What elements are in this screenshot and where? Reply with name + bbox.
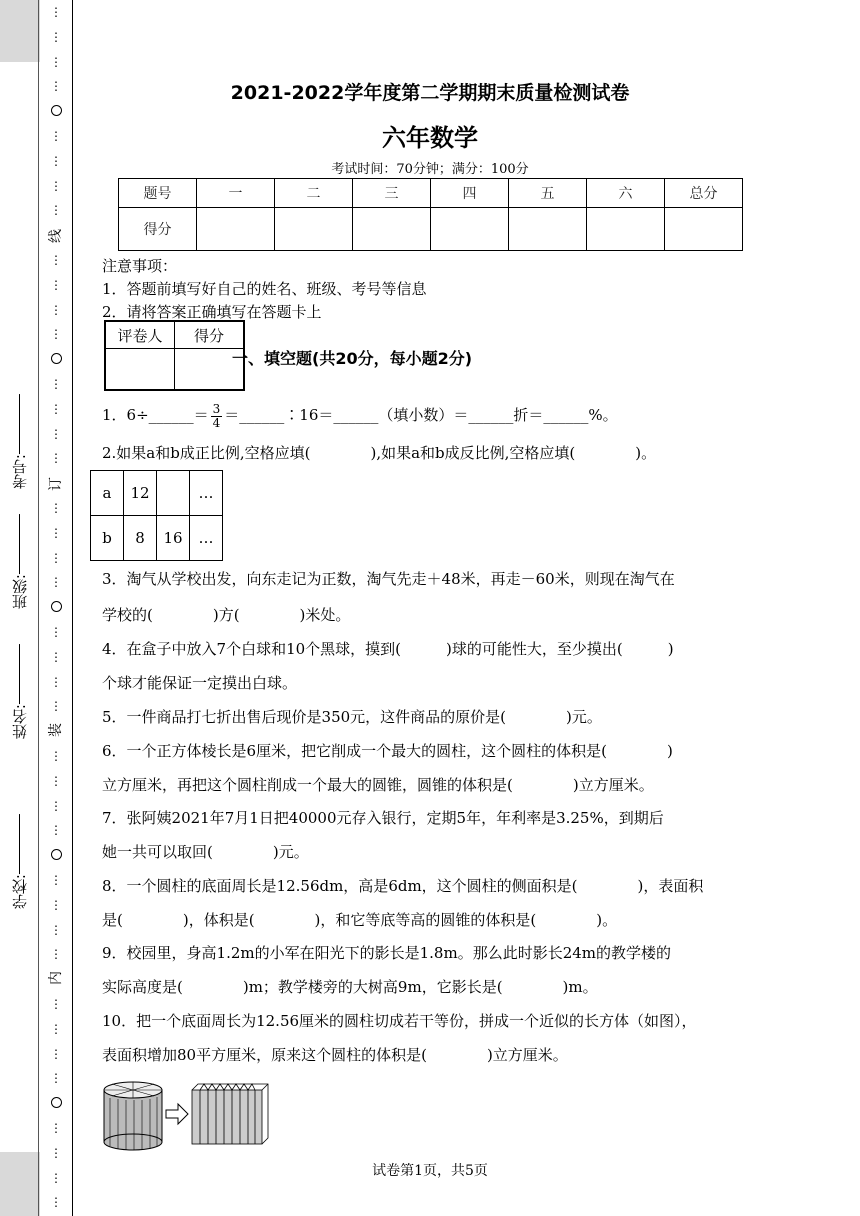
seal-line-column: [46, 0, 68, 1216]
score-cell: [275, 208, 353, 251]
seal-dot: ⋮: [50, 501, 62, 515]
name-label: 姓名:: [10, 640, 30, 739]
exam-title: 2021-2022学年度第二学期期末质量检测试卷: [230, 82, 630, 104]
fraction-numerator: 3: [212, 401, 221, 416]
question-8-line1: 8．一个圆柱的底面周长是12.56dm，高是6dm，这个圆柱的侧面积是( )，表面积: [102, 877, 704, 895]
question-4-line2: 个球才能保证一定摸出白球。: [102, 674, 298, 692]
score-cell: 四: [431, 179, 509, 208]
question-7-line1: 7．张阿姨2021年7月1日把40000元存入银行，定期5年，年利率是3.25%，到期后: [102, 809, 664, 827]
exam-info: 考试时间：70分钟；满分：100分: [331, 162, 529, 177]
score-table: [118, 178, 743, 251]
seal-dot: ⋮: [50, 278, 62, 292]
binding-strip: [0, 0, 40, 1216]
page-footer: 试卷第1页，共5页: [372, 1163, 488, 1179]
notice-item: 1．答题前填写好自己的姓名、班级、考号等信息: [102, 280, 427, 298]
score-cell: [353, 208, 431, 251]
seal-dot: ⋮: [50, 650, 62, 664]
binding-line: [38, 0, 39, 1216]
score-cell: [509, 208, 587, 251]
question-8-line2: 是( )，体积是( )，和它等底等高的圆锥的体积是( )。: [102, 911, 618, 929]
grader-blank-row: [105, 349, 244, 391]
score-cell: 一: [197, 179, 275, 208]
seal-dot: ⋮: [50, 427, 62, 441]
score-cell: 六: [587, 179, 665, 208]
question-4-line1: 4．在盒子中放入7个白球和10个黑球，摸到( )球的可能性大，至少摸出( ): [102, 640, 674, 658]
grader-table: [104, 320, 245, 391]
seal-dot: ⋮: [50, 947, 62, 961]
q1-fraction: [211, 403, 223, 430]
score-cell: 总分: [665, 179, 743, 208]
grader-header-row: [105, 321, 244, 349]
question-7-line2: 她一共可以取回( )元。: [102, 843, 309, 861]
score-table-header-row: [119, 179, 743, 208]
score-cell: 三: [353, 179, 431, 208]
seal-circle-icon: [51, 105, 62, 116]
grader-cell: 评卷人: [105, 321, 175, 349]
score-cell: [197, 208, 275, 251]
seal-dot: ⋮: [50, 55, 62, 69]
seal-character: 内: [48, 971, 64, 985]
subject-title: 六年数学: [382, 124, 478, 152]
question-9-line2: 实际高度是( )m；教学楼旁的大树高9m，它影长是( )m。: [102, 978, 598, 996]
school-label: 学校:: [10, 810, 30, 909]
table-cell: [157, 471, 190, 516]
id-label: 考号:: [10, 390, 30, 489]
seal-dot: ⋮: [50, 30, 62, 44]
table-cell: 16: [157, 516, 190, 561]
table-cell: b: [91, 516, 124, 561]
q1-part2: ＝______∶16＝______（填小数）＝______折＝______%。: [224, 406, 618, 424]
question-3-line1: 3．淘气从学校出发，向东走记为正数，淘气先走＋48米，再走－60米，则现在淘气在: [102, 570, 675, 588]
seal-dot: ⋮: [50, 1121, 62, 1135]
proportion-row-a: [91, 471, 223, 516]
seal-dot: ⋮: [50, 253, 62, 267]
class-label: 班级:: [10, 510, 30, 609]
seal-dot: ⋮: [50, 303, 62, 317]
seal-dot: ⋮: [50, 526, 62, 540]
score-cell: 题号: [119, 179, 197, 208]
proportion-table: [90, 470, 223, 561]
seal-dot: ⋮: [50, 923, 62, 937]
section-title: 一、填空题(共20分，每小题2分): [232, 349, 473, 368]
grader-cell: [105, 349, 175, 391]
seal-dot: ⋮: [50, 1171, 62, 1185]
seal-dot: ⋮: [50, 699, 62, 713]
cylinder-to-cuboid-figure: [100, 1080, 270, 1152]
score-cell: [431, 208, 509, 251]
seal-dot: ⋮: [50, 575, 62, 589]
table-cell: …: [190, 516, 223, 561]
seal-circle-icon: [51, 601, 62, 612]
seal-character: 订: [48, 477, 64, 491]
score-cell: [587, 208, 665, 251]
seal-dot: ⋮: [50, 774, 62, 788]
score-cell: 得分: [119, 208, 197, 251]
seal-dot: ⋮: [50, 377, 62, 391]
question-6-line1: 6．一个正方体棱长是6厘米，把它削成一个最大的圆柱，这个圆柱的体积是( ): [102, 742, 673, 760]
seal-dot: ⋮: [50, 451, 62, 465]
score-table-score-row: [119, 208, 743, 251]
seal-dot: ⋮: [50, 327, 62, 341]
score-cell: 二: [275, 179, 353, 208]
seal-dot: ⋮: [50, 898, 62, 912]
score-cell: [665, 208, 743, 251]
cylinder-icon: [104, 1082, 162, 1150]
seal-dot: ⋮: [50, 1047, 62, 1061]
seal-dot: ⋮: [50, 129, 62, 143]
table-cell: …: [190, 471, 223, 516]
notice-heading: 注意事项：: [102, 257, 178, 275]
notice: [102, 255, 427, 324]
seal-dot: ⋮: [50, 1071, 62, 1085]
proportion-row-b: [91, 516, 223, 561]
table-cell: 12: [124, 471, 157, 516]
question-6-line2: 立方厘米，再把这个圆柱削成一个最大的圆锥，圆锥的体积是( )立方厘米。: [102, 776, 654, 794]
table-cell: 8: [124, 516, 157, 561]
seal-dot: ⋮: [50, 154, 62, 168]
seal-circle-icon: [51, 1097, 62, 1108]
grader-cell: 得分: [175, 321, 245, 349]
question-5: 5．一件商品打七折出售后现价是350元，这件商品的原价是( )元。: [102, 708, 602, 726]
seal-dot: ⋮: [50, 1146, 62, 1160]
table-cell: a: [91, 471, 124, 516]
margin-line: [72, 0, 73, 1216]
seal-dot: ⋮: [50, 823, 62, 837]
seal-dot: ⋮: [50, 873, 62, 887]
seal-character: 装: [48, 723, 64, 737]
seal-dot: ⋮: [50, 1022, 62, 1036]
seal-dot: ⋮: [50, 551, 62, 565]
seal-circle-icon: [51, 849, 62, 860]
question-3-line2: 学校的( )方( )米处。: [102, 606, 351, 624]
seal-dot: ⋮: [50, 799, 62, 813]
seal-dot: ⋮: [50, 675, 62, 689]
question-1: [102, 398, 762, 432]
question-2: 2.如果a和b成正比例,空格应填( ),如果a和b成反比例,空格应填( )。: [102, 444, 657, 462]
seal-dot: ⋮: [50, 79, 62, 93]
seal-character: 线: [48, 229, 64, 243]
seal-dot: ⋮: [50, 402, 62, 416]
seal-dot: ⋮: [50, 179, 62, 193]
seal-dot: ⋮: [50, 997, 62, 1011]
q1-part1: 1．6÷______＝: [102, 406, 209, 424]
question-9-line1: 9．校园里，身高1.2m的小军在阳光下的影长是1.8m。那么此时影长24m的教学楼的: [102, 944, 672, 962]
seal-dot: ⋮: [50, 5, 62, 19]
fraction-denominator: 4: [212, 415, 221, 430]
seal-circle-icon: [51, 353, 62, 364]
question-10-line1: 10．把一个底面周长为12.56厘米的圆柱切成若干等份，拼成一个近似的长方体（如图），: [102, 1012, 697, 1030]
score-cell: 五: [509, 179, 587, 208]
arrow-icon: [166, 1104, 188, 1124]
cuboid-icon: [192, 1084, 268, 1144]
seal-dot: ⋮: [50, 203, 62, 217]
question-10-line2: 表面积增加80平方厘米，原来这个圆柱的体积是( )立方厘米。: [102, 1046, 568, 1064]
seal-dot: ⋮: [50, 625, 62, 639]
notice-item: 2．请将答案正确填写在答题卡上: [102, 303, 322, 321]
seal-dot: ⋮: [50, 749, 62, 763]
seal-dot: ⋮: [50, 1195, 62, 1209]
